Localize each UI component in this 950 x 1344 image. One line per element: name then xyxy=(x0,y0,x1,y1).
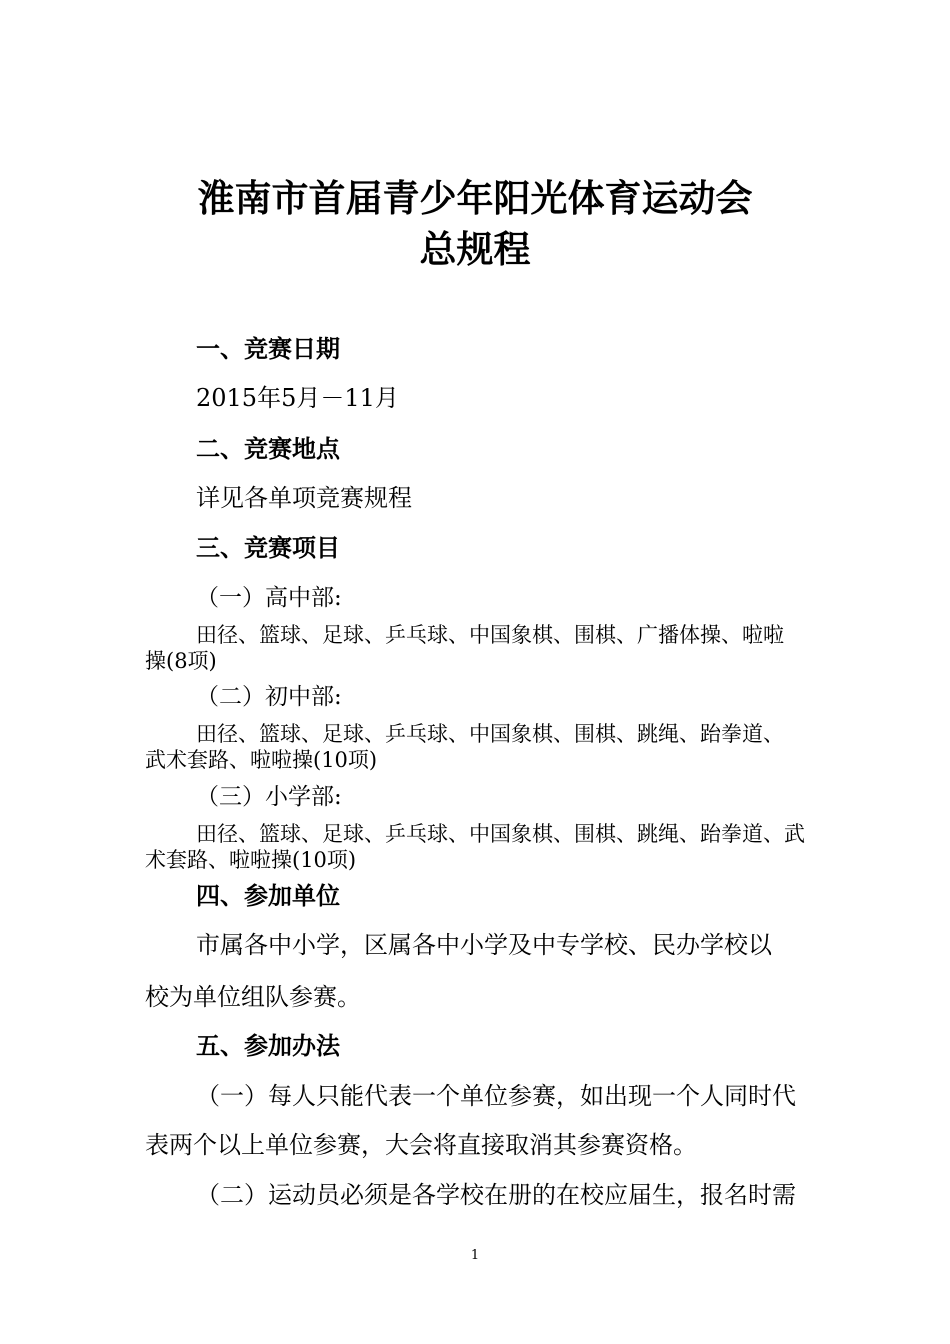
section-text-participants-cont: 校为单位组队参赛。 xyxy=(145,983,361,1011)
group-label-middle-school: （二）初中部: xyxy=(196,684,342,710)
group-events-primary-school: 田径、篮球、足球、乒乓球、中国象棋、围棋、跳绳、跆拳道、武 xyxy=(196,822,805,846)
section-heading-method: 五、参加办法 xyxy=(196,1032,340,1060)
section-heading-participants: 四、参加单位 xyxy=(196,882,340,910)
group-label-high-school: （一）高中部: xyxy=(196,585,342,611)
section-heading-events: 三、竞赛项目 xyxy=(196,534,340,562)
page-number: 1 xyxy=(470,1248,480,1263)
group-events-high-school-cont: 操(8项) xyxy=(145,649,217,673)
group-events-middle-school-cont: 武术套路、啦啦操(10项) xyxy=(145,748,378,772)
method-paragraph-1: （一）每人只能代表一个单位参赛，如出现一个人同时代 xyxy=(196,1082,796,1110)
document-subtitle: 总规程 xyxy=(419,228,531,271)
group-events-middle-school: 田径、篮球、足球、乒乓球、中国象棋、围棋、跳绳、跆拳道、 xyxy=(196,722,784,746)
section-text-date: 2015年5月－11月 xyxy=(196,384,399,412)
group-label-primary-school: （三）小学部: xyxy=(196,784,342,810)
section-text-participants: 市属各中小学，区属各中小学及中专学校、民办学校以 xyxy=(196,931,772,959)
group-events-high-school: 田径、篮球、足球、乒乓球、中国象棋、围棋、广播体操、啦啦 xyxy=(196,623,784,647)
group-events-primary-school-cont: 术套路、啦啦操(10项) xyxy=(145,848,357,872)
section-heading-venue: 二、竞赛地点 xyxy=(196,435,340,463)
section-heading-date: 一、竞赛日期 xyxy=(196,335,340,363)
document-title: 淮南市首届青少年阳光体育运动会 xyxy=(197,177,753,220)
method-paragraph-1-cont: 表两个以上单位参赛，大会将直接取消其参赛资格。 xyxy=(145,1131,697,1159)
method-paragraph-2: （二）运动员必须是各学校在册的在校应届生，报名时需 xyxy=(196,1181,796,1209)
section-text-venue: 详见各单项竞赛规程 xyxy=(196,484,412,512)
